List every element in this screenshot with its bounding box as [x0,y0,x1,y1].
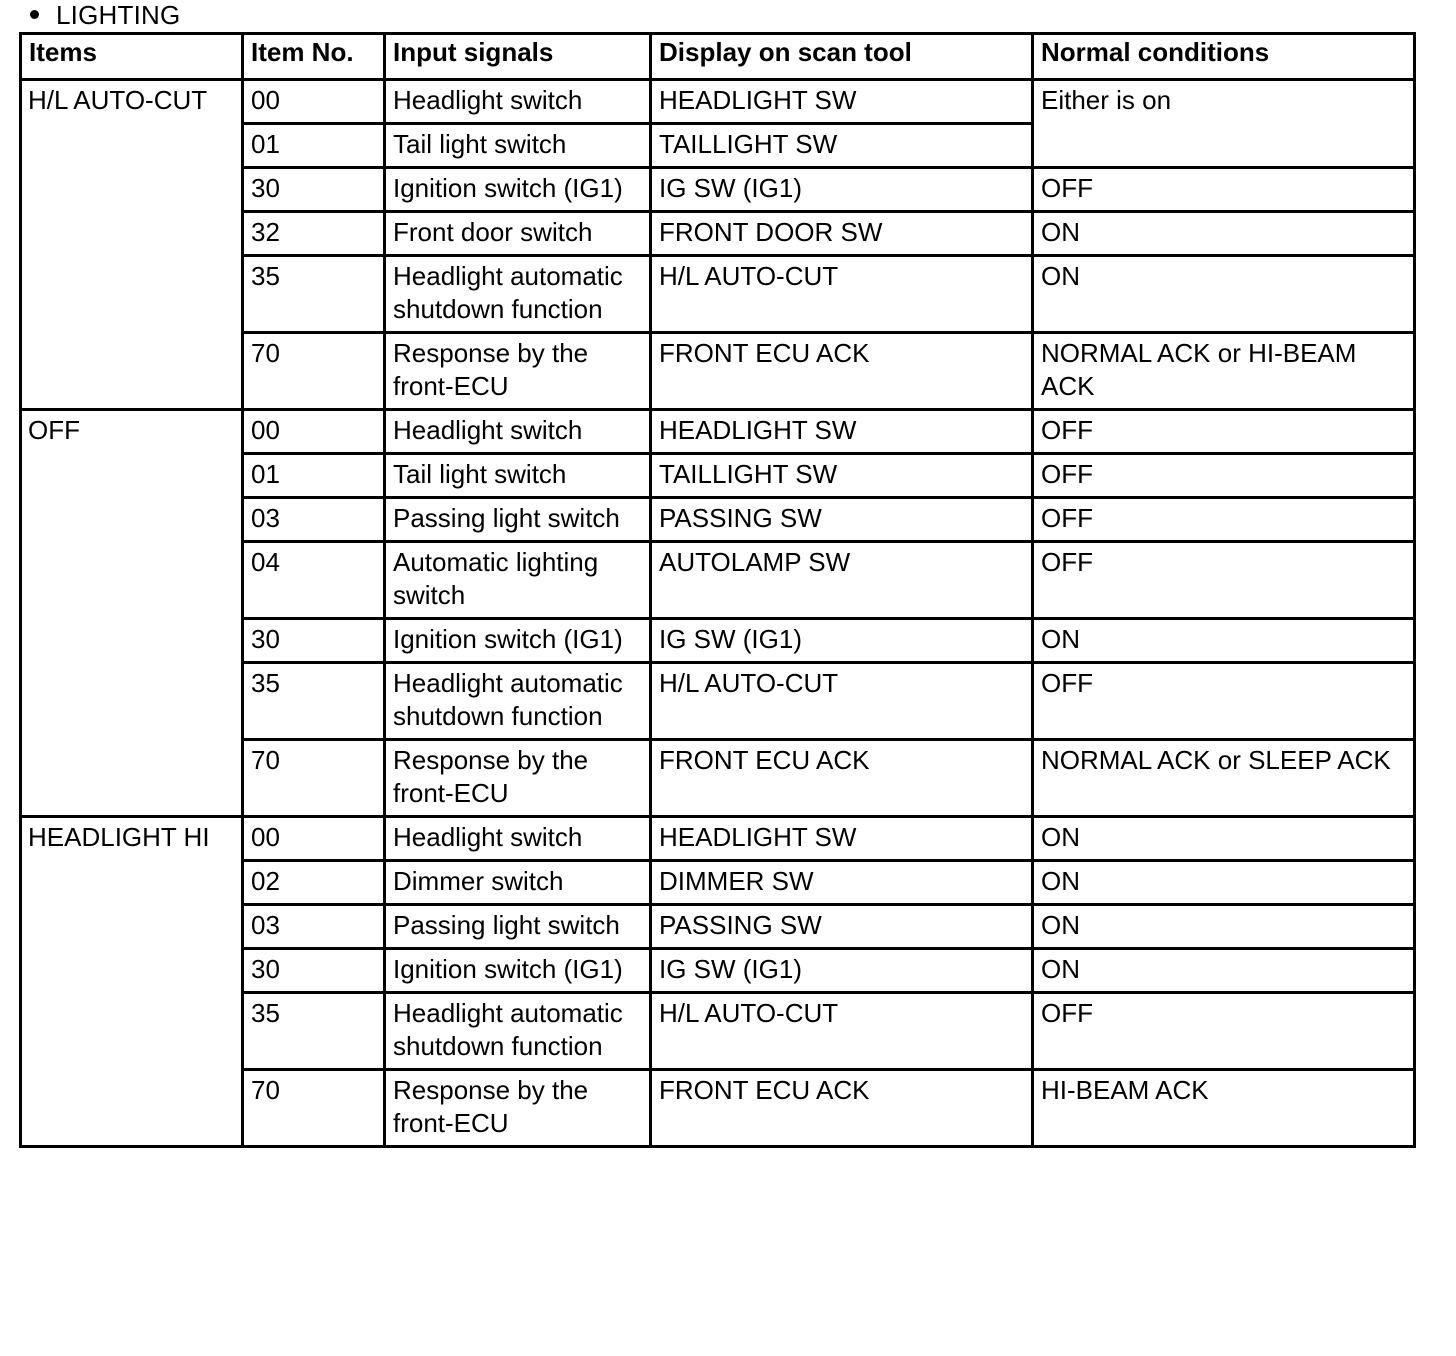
item-group-name: HEADLIGHT HI [21,817,243,1147]
scan-tool-display: TAILLIGHT SW [651,454,1033,498]
input-signal: Front door switch [385,212,651,256]
input-signal: Dimmer switch [385,861,651,905]
item-number: 00 [243,80,385,124]
normal-condition: OFF [1033,410,1415,454]
input-signal: Headlight automatic shutdown function [385,663,651,740]
scan-tool-display: HEADLIGHT SW [651,80,1033,124]
header-item-no: Item No. [243,34,385,80]
input-signal: Passing light switch [385,498,651,542]
scan-tool-display: IG SW (IG1) [651,949,1033,993]
scan-tool-display: PASSING SW [651,498,1033,542]
scan-tool-display: H/L AUTO-CUT [651,663,1033,740]
lighting-table [19,32,1416,1148]
header-display: Display on scan tool [651,34,1033,80]
item-number: 35 [243,993,385,1070]
section-title [30,0,180,30]
scan-tool-display: PASSING SW [651,905,1033,949]
item-number: 01 [243,454,385,498]
table-body [21,80,1415,1147]
item-number: 30 [243,619,385,663]
normal-condition: HI-BEAM ACK [1033,1070,1415,1147]
input-signal: Tail light switch [385,124,651,168]
table-row [21,817,1415,861]
normal-condition: ON [1033,949,1415,993]
normal-condition: ON [1033,256,1415,333]
header-row [21,34,1415,80]
item-number: 01 [243,124,385,168]
item-number: 70 [243,1070,385,1147]
item-number: 70 [243,740,385,817]
scan-tool-display: IG SW (IG1) [651,619,1033,663]
scan-tool-display: AUTOLAMP SW [651,542,1033,619]
input-signal: Headlight switch [385,817,651,861]
scan-tool-display: IG SW (IG1) [651,168,1033,212]
scan-tool-display: H/L AUTO-CUT [651,993,1033,1070]
input-signal: Automatic lighting switch [385,542,651,619]
item-number: 00 [243,817,385,861]
scan-tool-display: FRONT ECU ACK [651,333,1033,410]
item-number: 32 [243,212,385,256]
scan-tool-display: FRONT DOOR SW [651,212,1033,256]
normal-condition: ON [1033,212,1415,256]
normal-condition: OFF [1033,498,1415,542]
section-title-text: LIGHTING [56,0,181,30]
item-number: 30 [243,949,385,993]
normal-condition: ON [1033,817,1415,861]
header-normal-conditions: Normal conditions [1033,34,1415,80]
item-number: 03 [243,498,385,542]
item-group-name: OFF [21,410,243,817]
normal-condition: ON [1033,861,1415,905]
normal-condition: ON [1033,905,1415,949]
normal-condition: Either is on [1033,80,1415,168]
normal-condition: NORMAL ACK or SLEEP ACK [1033,740,1415,817]
normal-condition: OFF [1033,663,1415,740]
item-group-name: H/L AUTO-CUT [21,80,243,410]
item-number: 35 [243,256,385,333]
bullet-icon [30,10,39,19]
normal-condition: OFF [1033,454,1415,498]
normal-condition: OFF [1033,993,1415,1070]
scan-tool-display: DIMMER SW [651,861,1033,905]
item-number: 30 [243,168,385,212]
input-signal: Response by the front-ECU [385,1070,651,1147]
input-signal: Headlight switch [385,410,651,454]
table-row [21,80,1415,124]
input-signal: Response by the front-ECU [385,333,651,410]
input-signal: Tail light switch [385,454,651,498]
normal-condition: NORMAL ACK or HI-BEAM ACK [1033,333,1415,410]
input-signal: Headlight switch [385,80,651,124]
normal-condition: OFF [1033,542,1415,619]
input-signal: Ignition switch (IG1) [385,949,651,993]
normal-condition: ON [1033,619,1415,663]
input-signal: Headlight automatic shutdown function [385,993,651,1070]
item-number: 04 [243,542,385,619]
item-number: 35 [243,663,385,740]
scan-tool-display: TAILLIGHT SW [651,124,1033,168]
item-number: 70 [243,333,385,410]
item-number: 02 [243,861,385,905]
item-number: 03 [243,905,385,949]
header-input-signals: Input signals [385,34,651,80]
normal-condition: OFF [1033,168,1415,212]
table-row [21,410,1415,454]
scan-tool-display: HEADLIGHT SW [651,817,1033,861]
header-items: Items [21,34,243,80]
scan-tool-display: H/L AUTO-CUT [651,256,1033,333]
input-signal: Headlight automatic shutdown function [385,256,651,333]
input-signal: Response by the front-ECU [385,740,651,817]
scan-tool-display: HEADLIGHT SW [651,410,1033,454]
item-number: 00 [243,410,385,454]
scan-tool-display: FRONT ECU ACK [651,740,1033,817]
input-signal: Ignition switch (IG1) [385,168,651,212]
scan-tool-display: FRONT ECU ACK [651,1070,1033,1147]
input-signal: Passing light switch [385,905,651,949]
input-signal: Ignition switch (IG1) [385,619,651,663]
